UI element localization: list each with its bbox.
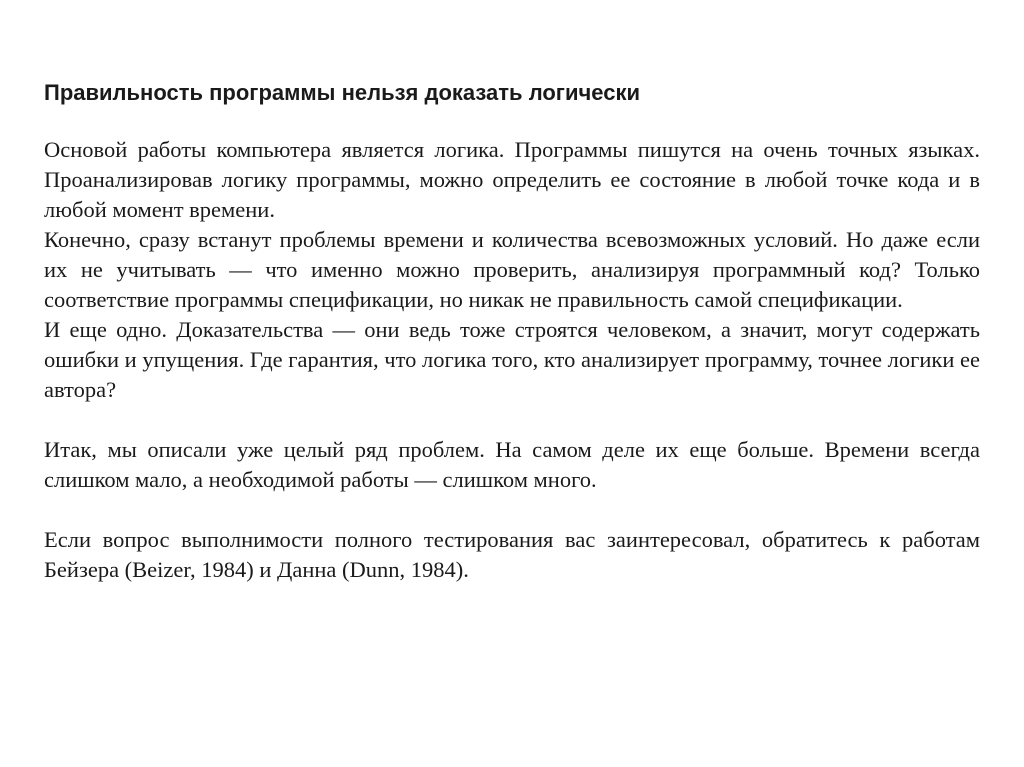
slide-body: [44, 135, 980, 585]
paragraph-logic: Основой работы компьютера является логика. Программы пишутся на очень точных языках. Проанализировав логику программы, можно определить ее состояние в любой точке кода и в любой момент времени.: [44, 137, 980, 222]
paragraph-references: Если вопрос выполнимости полного тестирования вас заинтересовал, обратитесь к работам Бейзера (Beizer, 1984) и Данна (Dunn, 1984).: [44, 527, 980, 582]
slide-title: Правильность программы нельзя доказать логически: [44, 80, 640, 105]
spacer: [44, 495, 980, 525]
paragraph-problems: Конечно, сразу встанут проблемы времени и количества всевозможных условий. Но даже если их не учитывать — что именно можно проверить, анализируя программный код? Только соответствие программы спецификации, но никак не правильность самой спецификации.: [44, 227, 980, 312]
paragraph-proofs: И еще одно. Доказательства — они ведь тоже строятся человеком, а значит, могут содержать ошибки и упущения. Где гарантия, что логика того, кто анализирует программу, точнее логики ее автора?: [44, 317, 980, 402]
spacer: [44, 405, 980, 435]
paragraph-summary: Итак, мы описали уже целый ряд проблем. На самом деле их еще больше. Времени всегда слишком мало, а необходимой работы — слишком много.: [44, 437, 980, 492]
